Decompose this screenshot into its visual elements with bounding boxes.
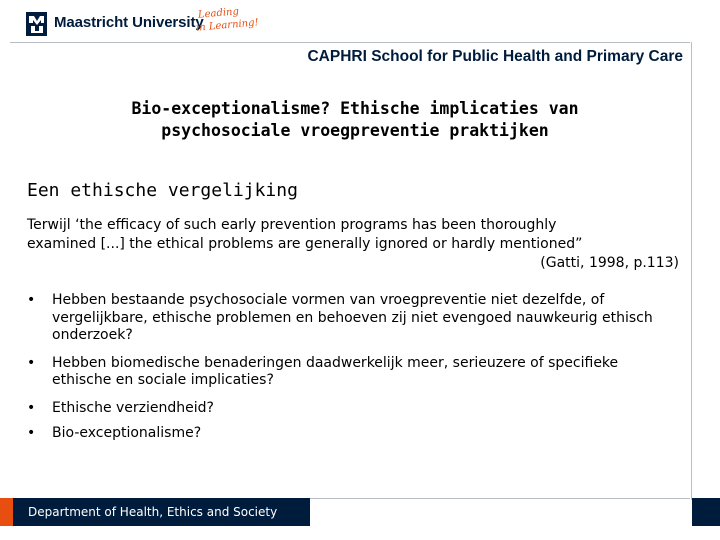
list-item xyxy=(27,292,677,345)
quote-line-2: examined [...] the ethical problems are generally ignored or hardly mentioned” xyxy=(27,236,583,252)
list-item-text: Hebben biomedische benaderingen daadwerkelijk meer, serieuzere of specifieke ethische en sociale implicaties? xyxy=(52,354,619,388)
quote-line-1: Terwijl ‘the efficacy of such early prevention programs has been thoroughly xyxy=(27,217,557,233)
header xyxy=(0,0,720,44)
quote-block xyxy=(27,216,679,273)
footer-corner-block xyxy=(692,498,720,526)
list-item xyxy=(27,400,677,418)
tagline xyxy=(194,6,259,36)
list-item-text: Bio-exceptionalisme? xyxy=(52,425,202,441)
footer xyxy=(0,498,720,526)
list-item-text: Hebben bestaande psychosociale vormen van vroegpreventie niet dezelfde, of vergelijkbare, ethische problemen en behoeven zij niet evengoed nauwkeurig ethisch onderzoek? xyxy=(52,292,653,343)
bullet-icon: • xyxy=(27,399,36,416)
department-name: Department of Health, Ethics and Society xyxy=(28,505,278,519)
top-divider xyxy=(10,42,690,43)
footer-bar xyxy=(13,498,310,526)
right-divider xyxy=(691,42,692,500)
bullet-list xyxy=(27,292,677,453)
list-item-text: Ethische verziendheid? xyxy=(52,399,214,416)
bullet-icon: • xyxy=(27,292,36,308)
footer-gap xyxy=(310,498,690,526)
school-name: CAPHRI School for Public Health and Primary Care xyxy=(307,48,683,65)
university-name: Maastricht University xyxy=(54,14,204,31)
university-logo-icon xyxy=(26,12,47,36)
list-item xyxy=(27,425,677,443)
section-heading: Een ethische vergelijking xyxy=(27,180,298,201)
list-item xyxy=(27,355,677,390)
tagline-line-1: Leading xyxy=(197,6,240,21)
footer-accent xyxy=(0,498,13,526)
tagline-line-2: in Learning! xyxy=(195,17,259,34)
quote-citation: (Gatti, 1998, p.113) xyxy=(540,255,679,271)
slide-title-line-1: Bio-exceptionalisme? Ethische implicaties van xyxy=(131,99,579,118)
footer-divider xyxy=(310,498,690,499)
bullet-icon: • xyxy=(27,425,36,441)
slide-title xyxy=(40,98,670,142)
bullet-icon: • xyxy=(27,354,36,371)
slide-title-line-2: psychosociale vroegpreventie praktijken xyxy=(161,121,549,140)
